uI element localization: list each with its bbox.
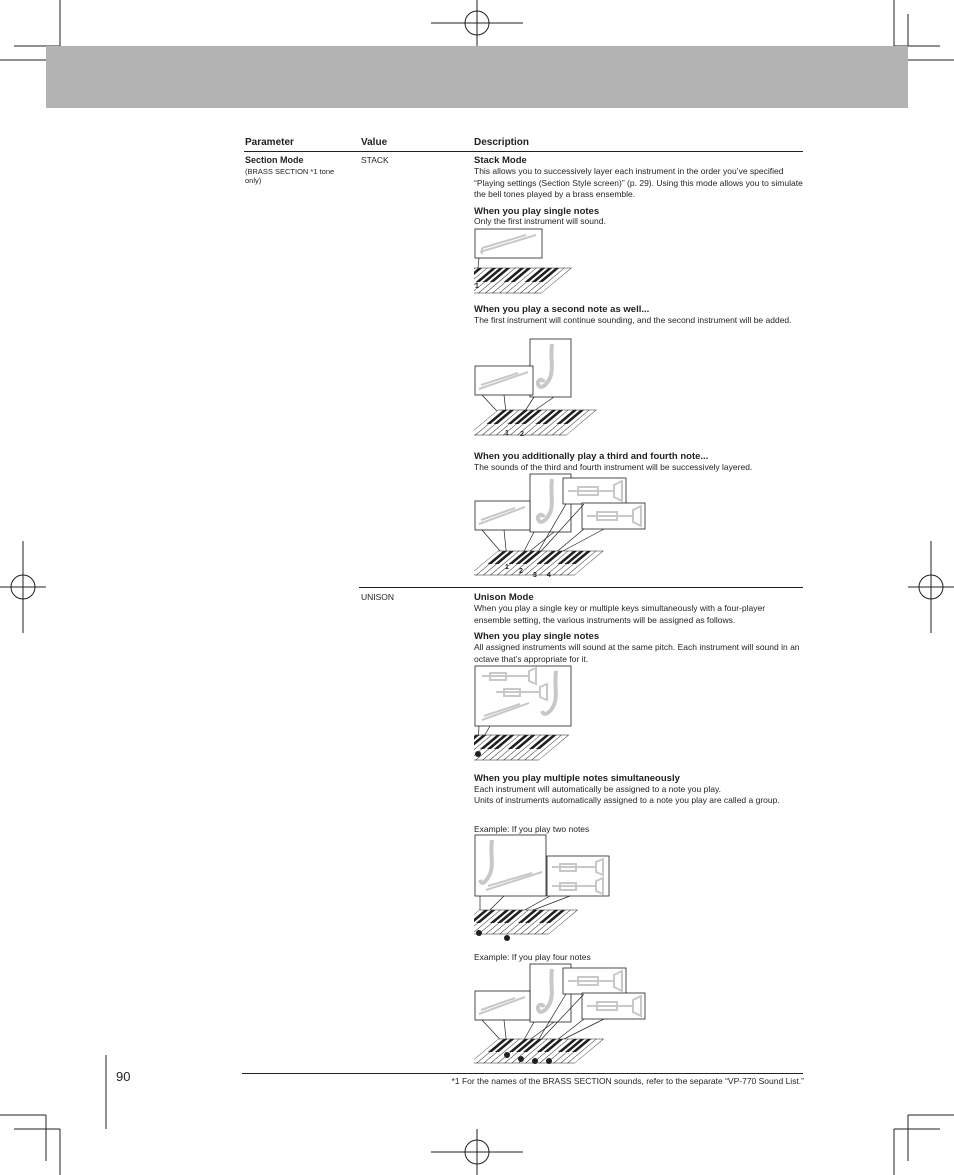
column-header-description: Description: [474, 137, 530, 148]
footer-rule: [242, 1073, 803, 1074]
stack-third-text: The sounds of the third and fourth instrument will be successively layered.: [474, 462, 753, 472]
stack-single-figure: [474, 228, 604, 298]
key-label: 1: [475, 283, 479, 290]
stack-third-figure: [474, 473, 650, 581]
row-rule: [359, 587, 803, 588]
trumpet-icon: [582, 993, 645, 1019]
header-rule: [244, 151, 803, 152]
example-two-notes: Example: If you play two notes: [474, 824, 590, 834]
keyboard-icon: [474, 551, 603, 575]
stack-mode-title: Stack Mode: [474, 155, 527, 166]
parameter-note: (BRASS SECTION *1 tone only): [245, 167, 335, 185]
group-dot: [504, 935, 510, 941]
stack-single-heading: When you play single notes: [474, 206, 600, 217]
unison-single-heading: When you play single notes: [474, 631, 600, 642]
group-dot: [475, 751, 481, 757]
unison-single-figure: [474, 665, 604, 765]
saxophone-icon: [530, 339, 571, 397]
column-header-parameter: Parameter: [245, 137, 294, 148]
group-dot: [504, 1052, 510, 1058]
trumpet-icon: [563, 968, 626, 994]
footnote: *1 For the names of the BRASS SECTION sounds, refer to the separate “VP-770 Sound List.”: [451, 1076, 804, 1086]
unison-mode-title: Unison Mode: [474, 592, 534, 603]
unison-four-notes-figure: [474, 963, 650, 1067]
trumpet-icon: [563, 478, 626, 504]
stack-third-heading: When you additionally play a third and fourth note...: [474, 451, 709, 462]
trombone-icon: [475, 501, 530, 530]
stack-single-text: Only the first instrument will sound.: [474, 216, 606, 226]
parameter-name: Section Mode: [245, 155, 304, 165]
trombone-icon: [475, 366, 533, 395]
header-band: [46, 46, 908, 108]
unison-single-text: All assigned instruments will sound at the same pitch. Each instrument will sound in an octave that’s appropriate for it.: [474, 642, 800, 664]
unison-multi-text2: Units of instruments automatically assigned to a note you play are called a group.: [474, 795, 780, 805]
group-dot: [532, 1058, 538, 1064]
example-four-notes: Example: If you play four notes: [474, 952, 591, 962]
keyboard-icon: [474, 268, 571, 293]
unison-multi-text1: Each instrument will automatically be assigned to a note you play.: [474, 784, 721, 794]
trumpets-icon: [547, 856, 609, 896]
keyboard-icon: [474, 1039, 603, 1063]
key-label: 3: [533, 572, 537, 579]
sax-trombone-icon: [475, 835, 546, 896]
value-stack: STACK: [361, 155, 389, 165]
unison-two-notes-figure: [474, 834, 614, 944]
trombone-icon: [475, 991, 530, 1020]
keyboard-icon: [474, 410, 596, 435]
stack-mode-intro: This allows you to successively layer each instrument in the order you’ve specified “Playing settings (Section Style screen)” (p. 29). Using this mode allows you to simulate the bell tones played by a brass ensemble.: [474, 166, 803, 199]
keyboard-icon: [474, 910, 577, 934]
keyboard-icon: [474, 735, 569, 760]
unison-mode-intro: When you play a single key or multiple keys simultaneously with a four-player ensemble setting, the various instruments will be assigned as follows.: [474, 603, 766, 625]
trumpet-icon: [582, 503, 645, 529]
page-number: 90: [116, 1069, 131, 1084]
trombone-icon: [475, 229, 542, 258]
key-label: 4: [547, 572, 551, 579]
column-header-value: Value: [361, 137, 388, 148]
key-label: 2: [520, 431, 524, 438]
key-label: 1: [505, 430, 509, 437]
group-dot: [476, 930, 482, 936]
group-dot: [546, 1058, 552, 1064]
value-unison: UNISON: [361, 592, 395, 602]
key-label: 1: [505, 564, 509, 571]
unison-multi-heading: When you play multiple notes simultaneously: [474, 773, 680, 784]
stack-second-text: The first instrument will continue sounding, and the second instrument will be added.: [474, 315, 792, 325]
stack-second-heading: When you play a second note as well...: [474, 304, 650, 315]
group-dot: [518, 1056, 524, 1062]
stack-second-figure: [474, 338, 634, 440]
key-label: 2: [519, 568, 523, 575]
ensemble-icon: [475, 666, 571, 726]
